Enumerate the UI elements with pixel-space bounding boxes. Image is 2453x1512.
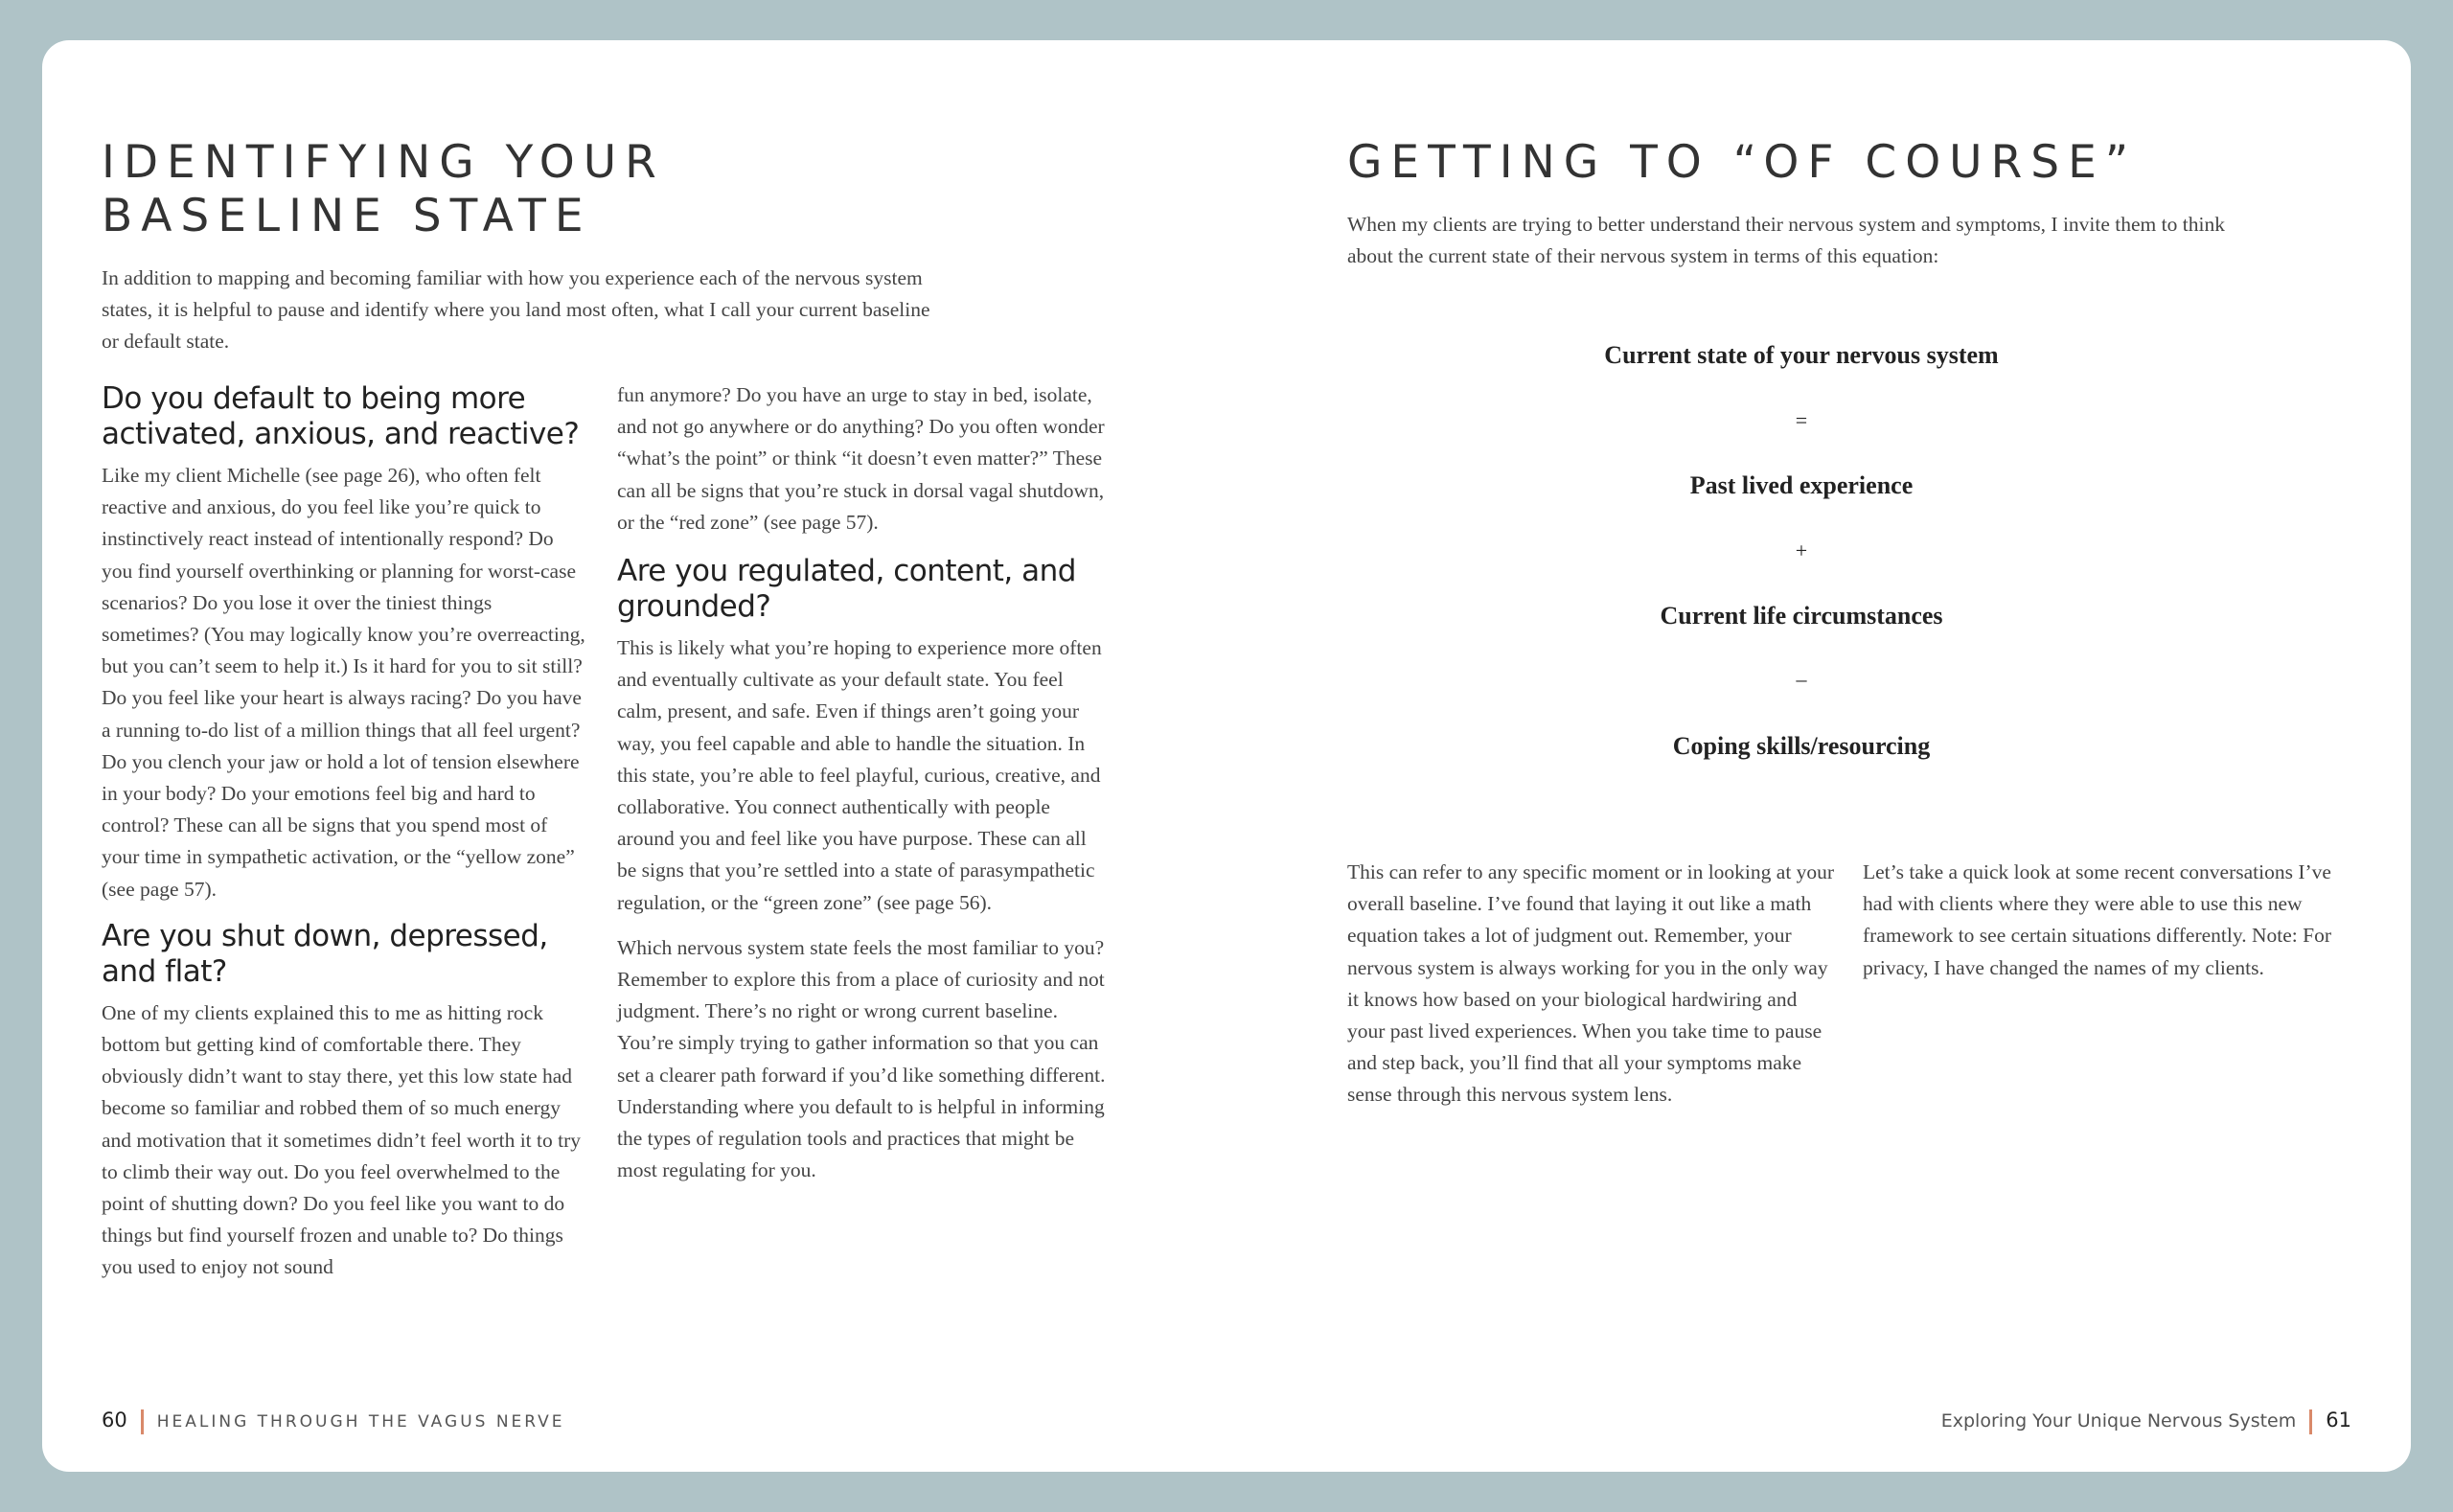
closing-paragraph: Which nervous system state feels the most familiar to you? Remember to explore this from a place of curiosity and not judgment. There’s no right or wrong current baseline. You’re simply trying to gather information so that you can set a clearer path forward if you’d like something different. Understanding where you default to is helpful in informing the types of regulation tools and practices that might be most regulating for you.: [617, 935, 1106, 1182]
equation-term-coping: Coping skills/resourcing: [1672, 732, 1931, 760]
left-intro: In addition to mapping and becoming familiar with how you experience each of the nervous system states, it is helpful to pause and identify where you land most often, what I call your current baseline or default state.: [102, 266, 930, 354]
page-number-left: 60: [102, 1409, 127, 1432]
equation-term-circumstances: Current life circumstances: [1660, 602, 1943, 630]
section-heading-regulated: Are you regulated, content, and grounded?: [617, 554, 1076, 625]
equation-term-current-state: Current state of your nervous system: [1604, 341, 1999, 369]
book-spread: [42, 40, 2411, 1472]
running-head-right: Exploring Your Unique Nervous System: [1940, 1410, 2297, 1432]
right-column-1-body: This can refer to any specific moment or in looking at your overall baseline. I’ve found that laying it out like a math equation takes a lot of judgment out. Remember, your nervous system is always working for you in the only way it knows how based on your biological hardwiring and your past lived experiences. When you take time to pause and step back, you’ll find that all your symptoms make sense through this nervous system lens.: [1347, 860, 1835, 1107]
continued-paragraph: fun anymore? Do you have an urge to stay in bed, isolate, and not go anywhere or do anything? Do you often wonder “what’s the point” or think “it doesn’t even matter?” These can all be signs that you’re stuck in dorsal vagal shutdown, or the “red zone” (see page 57).: [617, 383, 1105, 534]
right-page-title: GETTING TO “OF COURSE”: [1347, 136, 2138, 189]
right-footer: [1941, 1409, 2351, 1434]
title-line-2: BASELINE STATE: [102, 190, 592, 242]
equation-minus: –: [1796, 667, 1807, 691]
page-number-right: 61: [2326, 1409, 2351, 1432]
section-heading-activated: Do you default to being more activated, anxious, and reactive?: [102, 381, 580, 451]
section-body-activated: Like my client Michelle (see page 26), who often felt reactive and anxious, do you feel like you’re quick to instinctively react instead of intentionally respond? Do you find yourself overthinking or planning for worst-case scenarios? Do you lose it over the tiniest things sometimes? (You may logically know you’re overreacting, but you can’t seem to help it.) Is it hard for you to sit still? Do you feel like your heart is always racing? Do you have a running to-do list of a million things that all feel urgent? Do you clench your jaw or hold a lot of tension elsewhere in your body? Do your emotions feel big and hard to control? These can all be signs that you spend most of your time in sympathetic activation, or the “yellow zone” (see page 57).: [102, 464, 585, 901]
left-column-1: [102, 381, 585, 1297]
right-intro: When my clients are trying to better understand their nervous system and symptoms, I invite them to think about the current state of their nervous system in terms of this equation:: [1347, 213, 2225, 268]
right-column-2-body: Let’s take a quick look at some recent conversations I’ve had with clients where they were able to use this new framework to see certain situations differently. Note: For privacy, I have changed the names of my clients.: [1863, 860, 2331, 979]
section-heading-shutdown: Are you shut down, depressed, and flat?: [102, 918, 548, 989]
title-line-1: IDENTIFYING YOUR: [102, 136, 665, 189]
section-body-shutdown: One of my clients explained this to me as hitting rock bottom but getting kind of comfortable there. They obviously didn’t want to stay there, yet this low state had become so familiar and robbed them of so much energy and motivation that it sometimes didn’t feel worth it to try to climb their way out. Do you feel overwhelmed to the point of shutting down? Do you feel like you want to do things but find yourself frozen and unable to? Do things you used to enjoy not sound: [102, 1000, 582, 1279]
running-head-left: HEALING THROUGH THE VAGUS NERVE: [156, 1412, 565, 1432]
footer-divider-left: [141, 1409, 144, 1434]
section-body-regulated: This is likely what you’re hoping to experience more often and eventually cultivate as your default state. You feel calm, present, and safe. Even if things aren’t going your way, you feel capable and able to handle the situation. In this state, you’re able to feel playful, curious, creative, and collaborative. You connect authentically with people around you and feel like you have purpose. These can all be signs that you’re settled into a state of parasympathetic regulation, or the “green zone” (see page 56).: [617, 636, 1102, 914]
equation-block: [1347, 328, 2256, 788]
equation-equals: =: [1795, 408, 1808, 432]
left-footer: [102, 1409, 565, 1434]
footer-divider-right: [2309, 1409, 2312, 1434]
left-page-title: [102, 136, 964, 243]
equation-plus: +: [1795, 538, 1808, 562]
left-column-2: [617, 379, 1106, 1200]
equation-term-past: Past lived experience: [1689, 471, 1914, 499]
